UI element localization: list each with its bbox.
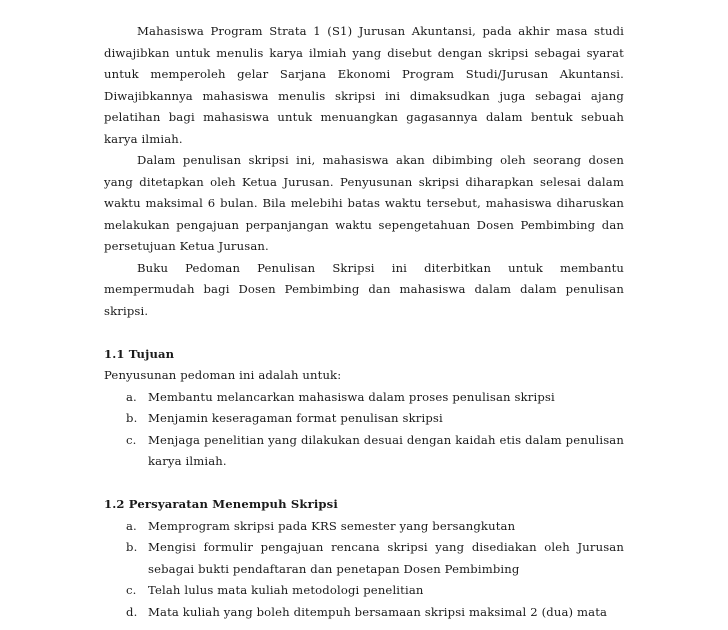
section-lead: Penyusunan pedoman ini adalah untuk:	[104, 368, 342, 382]
list-item-text: Membantu melancarkan mahasiswa dalam proses penulisan skripsi	[148, 389, 555, 404]
list-marker: a.	[126, 389, 137, 404]
document-body	[104, 21, 624, 623]
list-item	[104, 408, 624, 430]
list-item-text: Memprogram skripsi pada KRS semester yang bersangkutan	[148, 518, 516, 533]
list-item	[104, 537, 624, 580]
list-item-text: Mengisi formulir pengajuan rencana skripsi yang disediakan oleh Jurusan sebagai bukti pendaftaran dan penetapan Dosen Pembimbing	[148, 540, 624, 576]
intro-paragraph-3: Buku Pedoman Penulisan Skripsi ini diterbitkan untuk membantu mempermudah bagi Dosen Pembimbing dan mahasiswa dalam dalam penulisan skripsi.	[104, 260, 624, 318]
list-item-text: Menjaga penelitian yang dilakukan desuai dengan kaidah etis dalam penulisan karya ilmiah.	[148, 432, 624, 468]
section-heading-tujuan: 1.1 Tujuan	[104, 346, 175, 361]
persyaratan-list	[104, 516, 624, 624]
list-item	[104, 430, 624, 473]
list-marker: a.	[126, 518, 137, 533]
list-marker: c.	[126, 583, 137, 597]
tujuan-list	[104, 387, 624, 473]
list-item	[104, 602, 624, 624]
list-marker: d.	[126, 604, 138, 619]
list-item-text: Mata kuliah yang boleh ditempuh bersamaan skripsi maksimal 2 (dua) mata	[148, 604, 608, 619]
list-marker: c.	[126, 432, 137, 447]
section-heading-persyaratan: 1.2 Persyaratan Menempuh Skripsi	[104, 497, 338, 511]
list-marker: b.	[126, 540, 138, 554]
list-item-text: Menjamin keseragaman format penulisan skripsi	[148, 411, 443, 425]
list-item	[104, 516, 624, 538]
list-item	[104, 580, 624, 602]
list-item	[104, 387, 624, 409]
intro-paragraph-1: Mahasiswa Program Strata 1 (S1) Jurusan Akuntansi, pada akhir masa studi diwajibkan untuk menulis karya ilmiah yang disebut dengan skripsi sebagai syarat untuk memperoleh gelar Sarjana Ekonomi Program Studi/Jurusan Akuntansi. Diwajibkannya mahasiswa menulis skripsi ini dimaksudkan juga sebagai ajang pelatihan bagi mahasiswa untuk menuangkan gagasannya dalam bentuk sebuah karya ilmiah.	[104, 24, 624, 146]
list-marker: b.	[126, 411, 138, 425]
intro-paragraph-2: Dalam penulisan skripsi ini, mahasiswa akan dibimbing oleh seorang dosen yang ditetapkan oleh Ketua Jurusan. Penyusunan skripsi diharapkan selesai dalam waktu maksimal 6 bulan. Bila melebihi batas waktu tersebut, mahasiswa diharuskan melakukan pengajuan perpanjangan waktu sepengetahuan Dosen Pembimbing dan persetujuan Ketua Jurusan.	[104, 153, 624, 253]
list-item-text: Telah lulus mata kuliah metodologi penelitian	[148, 583, 424, 597]
